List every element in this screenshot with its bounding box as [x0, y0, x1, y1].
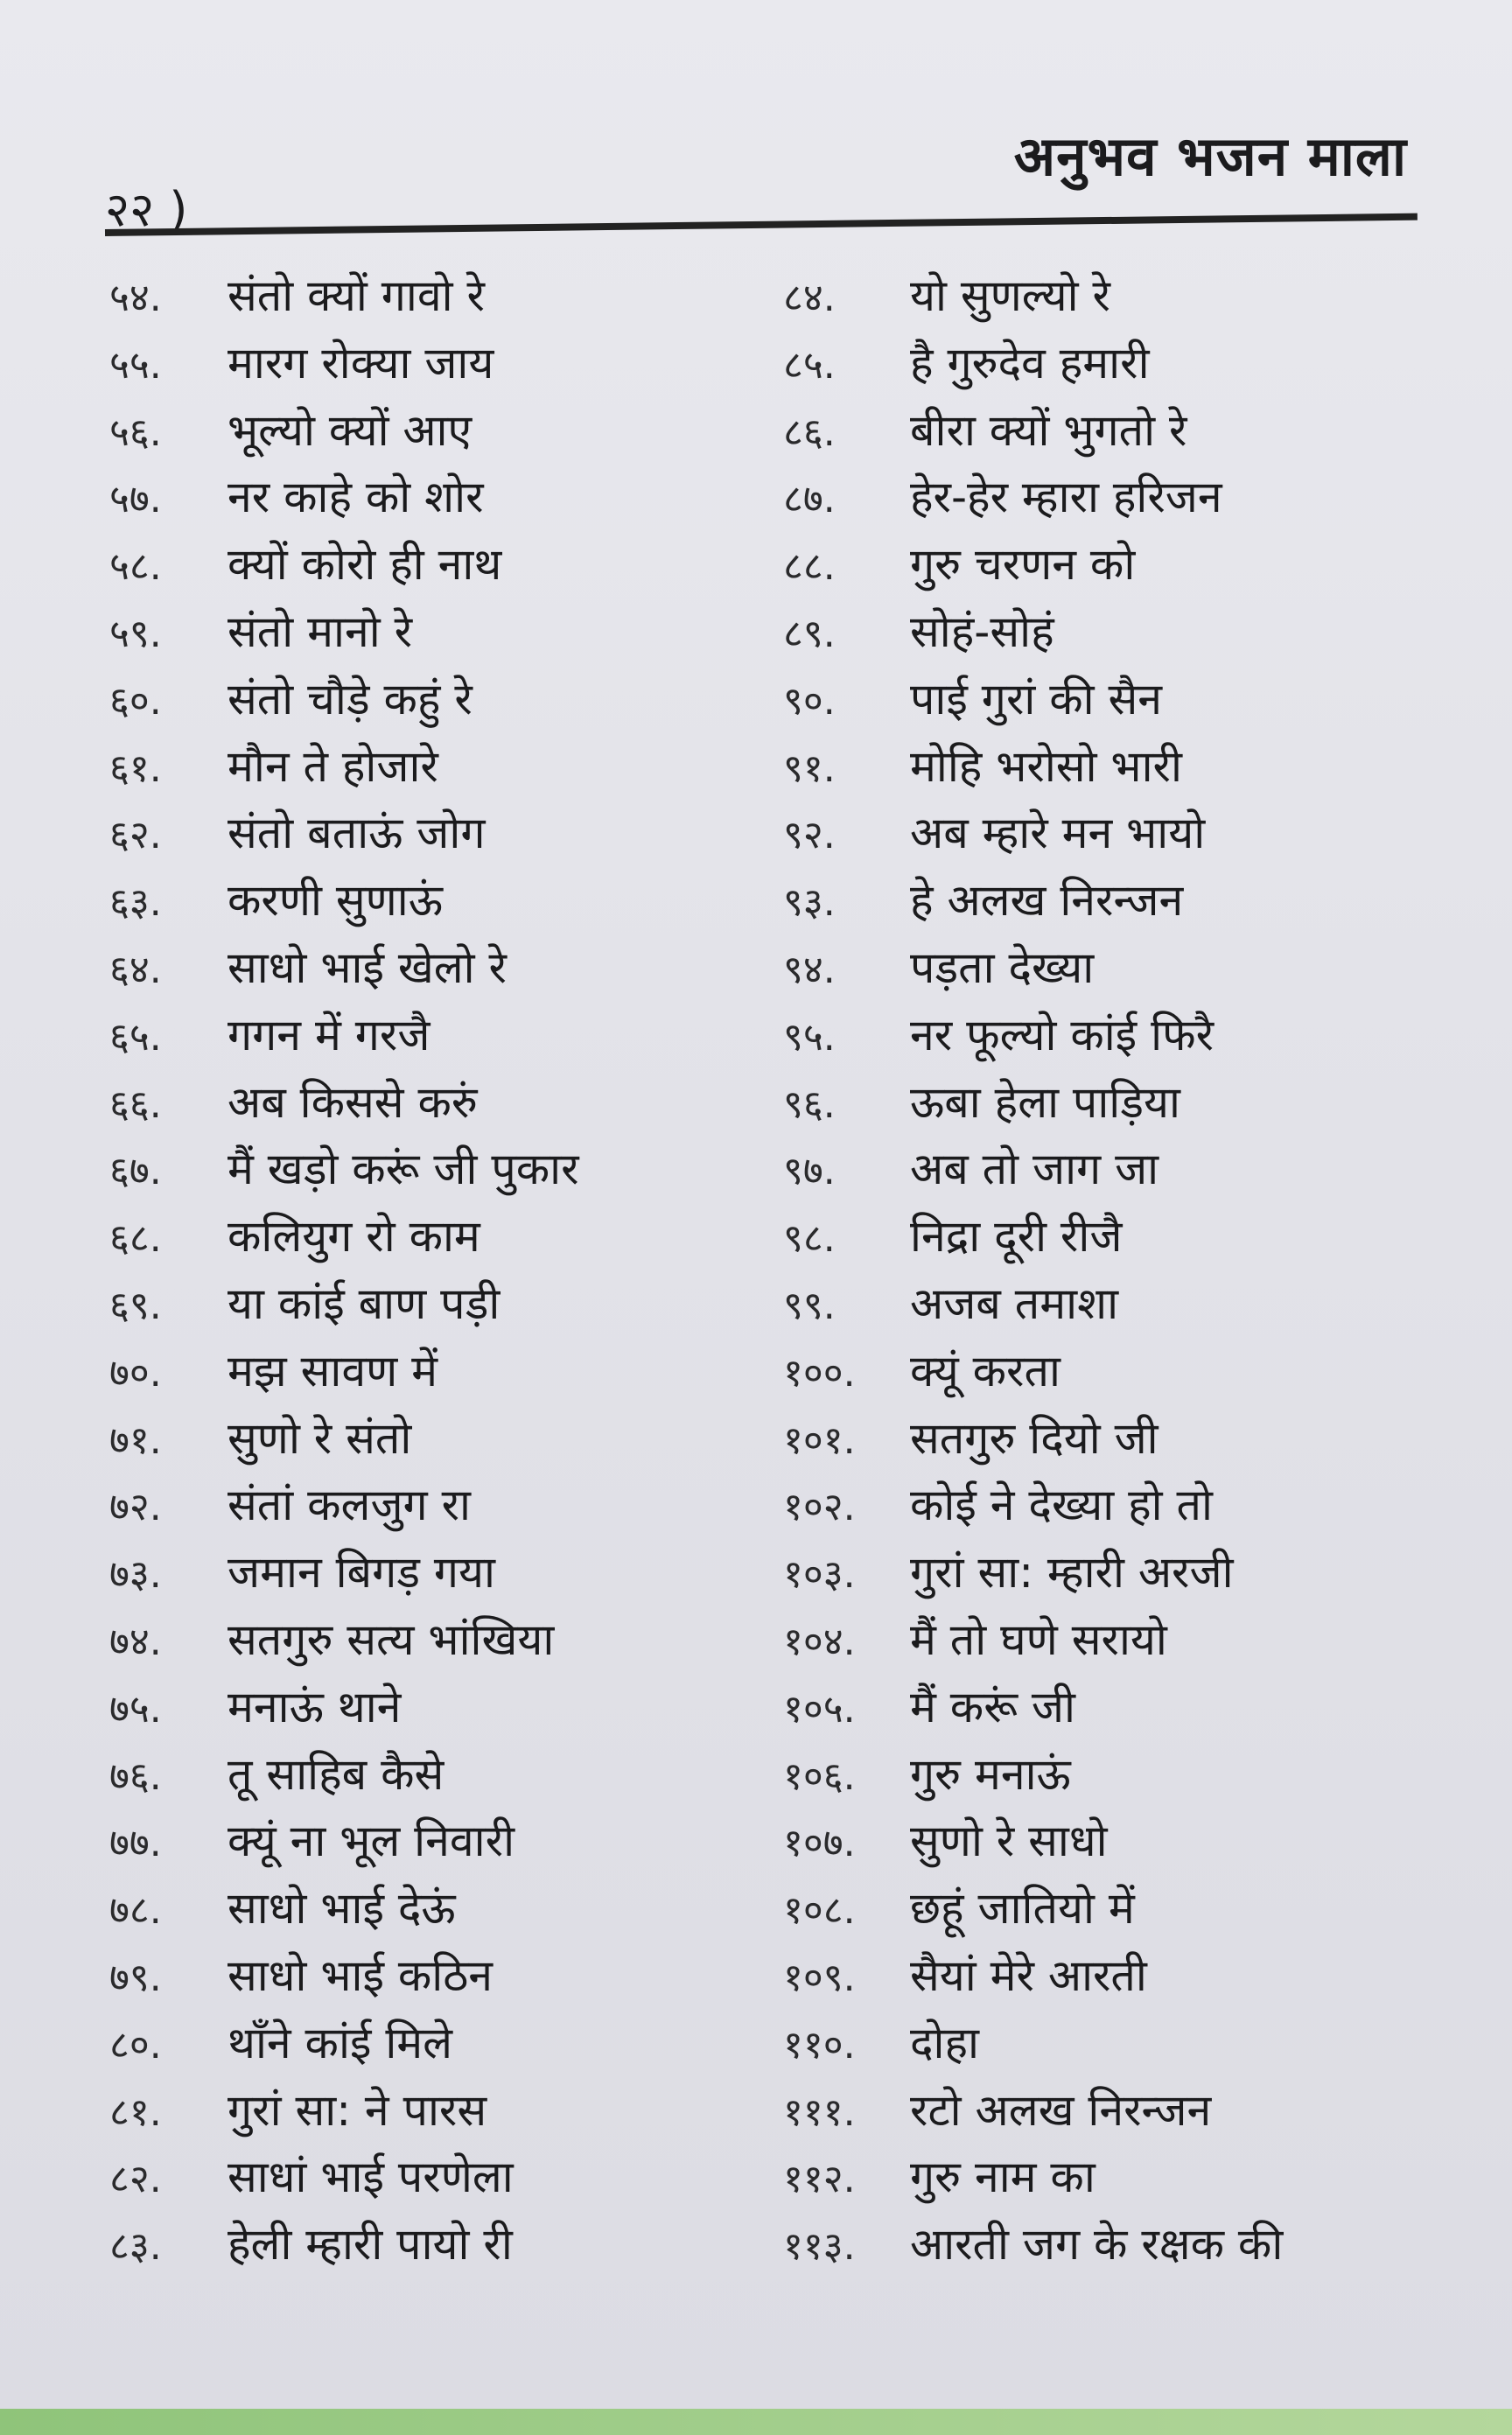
- index-entry: [109, 1069, 774, 1137]
- entry-number: ७७.: [109, 1821, 162, 1866]
- index-entry: [109, 2077, 774, 2145]
- entry-number: ७९.: [109, 1955, 162, 2000]
- entry-number: ८०.: [109, 2022, 162, 2068]
- index-entry: [109, 1674, 774, 1741]
- index-entry: [109, 934, 774, 1002]
- entry-title: सतगुरु दियो जी: [910, 1412, 1158, 1464]
- entry-number: १०१.: [783, 1417, 856, 1463]
- entry-number: १०७.: [783, 1821, 856, 1866]
- index-entry: [783, 2077, 1448, 2145]
- entry-number: ९७.: [783, 1149, 836, 1194]
- entry-title: संतो बताऊं जोग: [228, 808, 486, 859]
- index-entry: [783, 1270, 1448, 1338]
- entry-title: गुरां सा: ने पारस: [228, 2084, 487, 2136]
- entry-title: साधो भाई खेलो रे: [228, 941, 507, 993]
- entry-number: ९३.: [783, 880, 836, 926]
- entry-title: सुणो रे संतो: [228, 1412, 412, 1464]
- entry-title: हेली म्हारी पायो री: [228, 2219, 513, 2271]
- index-entry: [783, 1002, 1448, 1069]
- index-entry: [109, 1875, 774, 1942]
- entry-title: यो सुणल्यो रे: [910, 270, 1110, 321]
- entry-title: संतो क्यों गावो रे: [228, 270, 485, 321]
- index-column-left: [109, 262, 774, 2278]
- entry-title: साधो भाई कठिन: [228, 1949, 494, 2001]
- entry-title: मैं खड़ो करूं जी पुकार: [228, 1144, 579, 1195]
- entry-number: ७५.: [109, 1686, 162, 1732]
- index-entry: [109, 1942, 774, 2010]
- entry-title: या कांई बाण पड़ी: [228, 1277, 500, 1329]
- entry-number: १०२.: [783, 1485, 856, 1530]
- entry-title: मोहि भरोसो भारी: [910, 740, 1182, 792]
- entry-title: जमान बिगड़ गया: [228, 1547, 495, 1599]
- entry-title: अब किससे करुं: [228, 1076, 478, 1128]
- entry-number: ११३.: [783, 2224, 856, 2270]
- entry-title: संतो मानो रे: [228, 605, 413, 657]
- entry-title: गुरां सा: म्हारी अरजी: [910, 1547, 1234, 1599]
- index-entry: [109, 397, 774, 465]
- entry-number: १०४.: [783, 1619, 856, 1664]
- index-entry: [783, 1875, 1448, 1942]
- entry-number: ९२.: [783, 813, 836, 858]
- entry-number: ८५.: [783, 342, 836, 388]
- index-entry: [783, 800, 1448, 867]
- index-entry: [109, 1136, 774, 1203]
- entry-number: ६४.: [109, 947, 162, 992]
- index-entry: [109, 1808, 774, 1875]
- index-column-right: [783, 262, 1448, 2278]
- entry-title: है गुरुदेव हमारी: [910, 337, 1150, 388]
- index-entry: [783, 1203, 1448, 1270]
- entry-number: ६०.: [109, 678, 162, 724]
- entry-title: हेर-हेर म्हारा हरिजन: [910, 472, 1222, 523]
- entry-number: ७४.: [109, 1619, 162, 1664]
- entry-title: मौन ते होजारे: [228, 740, 438, 792]
- index-entry: [783, 330, 1448, 397]
- index-entry: [109, 1405, 774, 1473]
- entry-number: ५५.: [109, 342, 162, 388]
- entry-number: ८३.: [109, 2224, 162, 2270]
- index-entry: [109, 1741, 774, 1809]
- index-entry: [783, 1136, 1448, 1203]
- entry-number: ८७.: [783, 477, 836, 522]
- entry-number: १११.: [783, 2089, 856, 2135]
- entry-title: बीरा क्यों भुगतो रे: [910, 404, 1187, 456]
- entry-title: सतगुरु सत्य भांखिया: [228, 1613, 555, 1665]
- entry-number: ७०.: [109, 1350, 162, 1396]
- entry-number: ९५.: [783, 1014, 836, 1060]
- entry-title: कलियुग रो काम: [228, 1211, 480, 1263]
- entry-number: ८६.: [783, 409, 836, 455]
- entry-title: क्यूं करता: [910, 1345, 1060, 1396]
- index-entry: [109, 1002, 774, 1069]
- entry-title: पड़ता देख्या: [910, 941, 1095, 993]
- entry-number: ९८.: [783, 1216, 836, 1262]
- entry-title: सुणो रे साधो: [910, 1816, 1108, 1867]
- index-entry: [783, 2211, 1448, 2278]
- entry-number: १०९.: [783, 1955, 856, 2000]
- index-entry: [783, 934, 1448, 1002]
- entry-number: ८४.: [783, 276, 836, 320]
- entry-title: आरती जग के रक्षक की: [910, 2219, 1284, 2271]
- index-entry: [109, 800, 774, 867]
- entry-number: १०३.: [783, 1552, 856, 1598]
- index-entry: [783, 464, 1448, 531]
- index-entry: [783, 1674, 1448, 1741]
- entry-title: नर काहे को शोर: [228, 472, 484, 523]
- entry-number: ५४.: [109, 276, 162, 320]
- header-rule: [105, 213, 1418, 236]
- index-entry: [109, 733, 774, 801]
- index-entry: [109, 1539, 774, 1606]
- entry-title: मनाऊं थाने: [228, 1681, 402, 1732]
- index-entry: [783, 1741, 1448, 1809]
- entry-title: रटो अलख निरन्जन: [910, 2084, 1212, 2136]
- index-entry: [783, 1942, 1448, 2010]
- index-entry: [109, 666, 774, 733]
- entry-number: ६२.: [109, 813, 162, 858]
- index-entry: [783, 2010, 1448, 2077]
- entry-number: ५८.: [109, 544, 162, 590]
- entry-title: तू साहिब कैसे: [228, 1748, 444, 1800]
- index-entry: [783, 1539, 1448, 1606]
- entry-title: संतां कलजुग रा: [228, 1480, 471, 1531]
- index-entry: [109, 1472, 774, 1539]
- entry-number: ८१.: [109, 2089, 162, 2135]
- index-entry: [109, 1203, 774, 1270]
- entry-number: ६६.: [109, 1081, 162, 1127]
- entry-number: ७६.: [109, 1753, 162, 1799]
- index-entry: [783, 1606, 1448, 1674]
- entry-title: थाँने कांई मिले: [228, 2017, 453, 2068]
- entry-number: ११०.: [783, 2022, 856, 2068]
- entry-title: मैं करूं जी: [910, 1681, 1075, 1732]
- entry-title: मैं तो घणे सरायो: [910, 1613, 1167, 1665]
- entry-number: ७२.: [109, 1485, 162, 1530]
- entry-number: ६५.: [109, 1014, 162, 1060]
- book-cover-edge: [0, 2409, 1512, 2435]
- entry-number: ९१.: [783, 745, 836, 791]
- entry-title: ऊबा हेला पाड़िया: [910, 1076, 1180, 1128]
- book-title: अनुभव भजन माला: [1013, 124, 1407, 188]
- entry-number: ५९.: [109, 611, 162, 656]
- entry-number: ८२.: [109, 2157, 162, 2202]
- entry-number: ८९.: [783, 611, 836, 656]
- index-entry: [109, 598, 774, 666]
- entry-number: ११२.: [783, 2157, 856, 2202]
- entry-title: संतो चौड़े कहुं रे: [228, 673, 472, 724]
- entry-number: १०५.: [783, 1686, 856, 1732]
- index-entry: [109, 2010, 774, 2077]
- page-number: २२ ): [105, 182, 188, 237]
- index-entry: [783, 598, 1448, 666]
- entry-number: ७१.: [109, 1417, 162, 1463]
- entry-title: साधो भाई देऊं: [228, 1883, 456, 1935]
- entry-number: ६८.: [109, 1216, 162, 1262]
- entry-title: गगन में गरजै: [228, 1009, 430, 1060]
- entry-number: ६७.: [109, 1149, 162, 1194]
- entry-number: ५७.: [109, 477, 162, 522]
- entry-number: ९०.: [783, 678, 836, 724]
- entry-title: सोहं-सोहं: [910, 605, 1054, 657]
- index-entry: [109, 2144, 774, 2211]
- index-entry: [783, 397, 1448, 465]
- entry-title: अब तो जाग जा: [910, 1144, 1159, 1195]
- index-entry: [783, 1069, 1448, 1137]
- index-entry: [783, 1338, 1448, 1405]
- entry-title: निद्रा दूरी रीजै: [910, 1211, 1123, 1263]
- index-entry: [783, 262, 1448, 330]
- entry-number: १००.: [783, 1350, 856, 1396]
- entry-number: ६१.: [109, 745, 162, 791]
- index-entry: [783, 666, 1448, 733]
- index-entry: [109, 531, 774, 598]
- index-entry: [109, 262, 774, 330]
- index-entry: [783, 867, 1448, 934]
- entry-title: गुरु मनाऊं: [910, 1748, 1071, 1800]
- entry-title: छहूं जातियो में: [910, 1883, 1135, 1935]
- entry-number: ६३.: [109, 880, 162, 926]
- entry-title: नर फूल्यो कांई फिरै: [910, 1009, 1214, 1060]
- entry-number: ६९.: [109, 1283, 162, 1328]
- index-entry: [783, 1472, 1448, 1539]
- entry-title: साधां भाई परणेला: [228, 2152, 514, 2203]
- index-entry: [109, 2211, 774, 2278]
- index-entry: [109, 1606, 774, 1674]
- entry-number: ७८.: [109, 1888, 162, 1934]
- index-entry: [109, 464, 774, 531]
- index-entry: [783, 531, 1448, 598]
- entry-title: कोई ने देख्या हो तो: [910, 1480, 1213, 1531]
- index-entry: [783, 733, 1448, 801]
- entry-title: अब म्हारे मन भायो: [910, 808, 1206, 859]
- index-entry: [109, 1270, 774, 1338]
- entry-title: करणी सुणाऊं: [228, 875, 443, 927]
- entry-title: मझ सावण में: [228, 1345, 438, 1396]
- entry-number: १०८.: [783, 1888, 856, 1934]
- entry-title: दोहा: [910, 2017, 979, 2068]
- entry-title: पाई गुरां की सैन: [910, 673, 1163, 724]
- index-entry: [109, 1338, 774, 1405]
- entry-title: क्यूं ना भूल निवारी: [228, 1816, 515, 1867]
- entry-number: ९६.: [783, 1081, 836, 1127]
- index-entry: [783, 2144, 1448, 2211]
- index-entry: [783, 1808, 1448, 1875]
- index-entry: [783, 1405, 1448, 1473]
- entry-title: गुरु चरणन को: [910, 539, 1136, 591]
- entry-number: ५६.: [109, 409, 162, 455]
- entry-title: मारग रोक्या जाय: [228, 337, 494, 388]
- entry-number: ८८.: [783, 544, 836, 590]
- entry-number: ९९.: [783, 1283, 836, 1328]
- entry-number: ७३.: [109, 1552, 162, 1598]
- entry-number: ९४.: [783, 947, 836, 992]
- entry-title: सैयां मेरे आरती: [910, 1949, 1147, 2001]
- entry-title: क्यों कोरो ही नाथ: [228, 539, 502, 591]
- index-entry: [109, 867, 774, 934]
- entry-title: हे अलख निरन्जन: [910, 875, 1184, 927]
- entry-title: गुरु नाम का: [910, 2152, 1096, 2203]
- entry-number: १०६.: [783, 1753, 856, 1799]
- entry-title: भूल्यो क्यों आए: [228, 404, 472, 456]
- index-entry: [109, 330, 774, 397]
- entry-title: अजब तमाशा: [910, 1277, 1119, 1329]
